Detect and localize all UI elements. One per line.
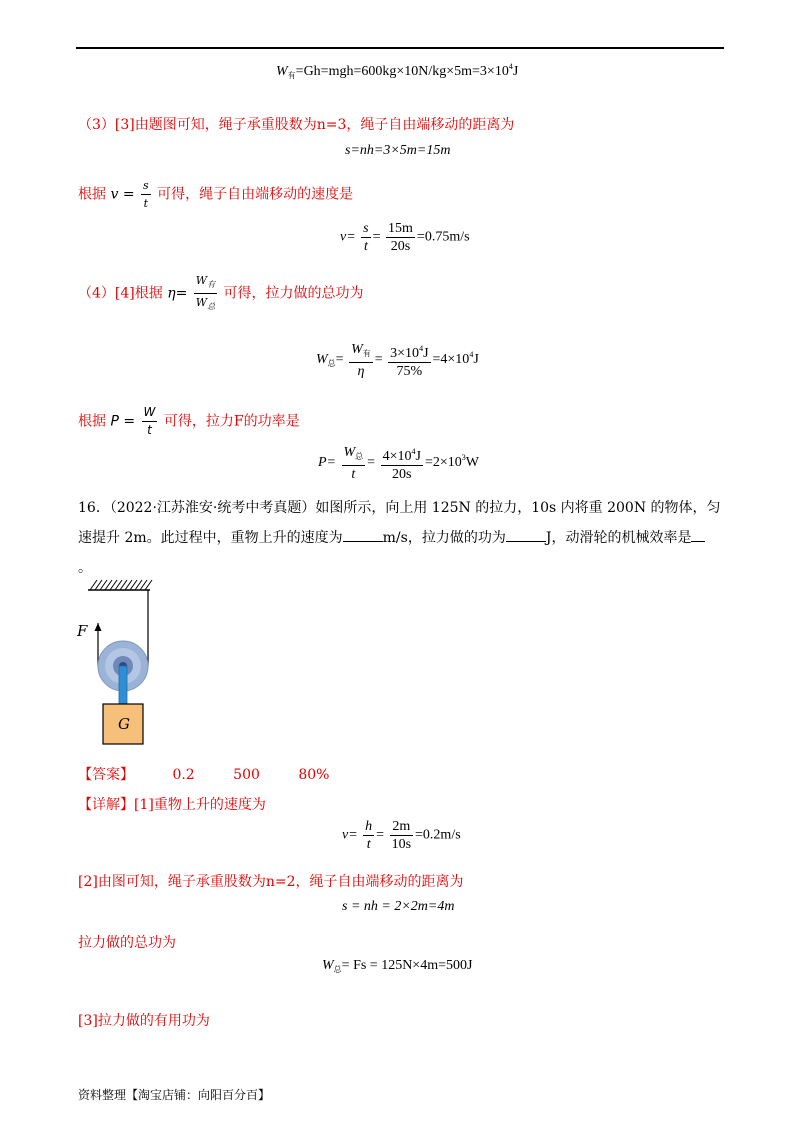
equation-lift-velocity: [342, 818, 461, 853]
step3-text: [78, 114, 514, 134]
answer-value: 500: [233, 767, 260, 783]
fraction-denominator: t: [363, 239, 368, 254]
answer-blank[interactable]: [691, 529, 705, 542]
paragraph-text: 拉力做的总功为: [78, 935, 176, 951]
eq-subscript: 有: [287, 71, 296, 80]
eq-text: =Gh=mgh=600kg×10N/kg×5m=3×10: [295, 64, 509, 79]
fraction-subscript: 总: [207, 302, 216, 311]
weight-label: G: [118, 715, 130, 733]
eq-fraction: [390, 818, 413, 853]
equation-total-work-2: [322, 958, 472, 975]
fraction-numerator: 2m: [390, 818, 413, 836]
fraction-numerator: W: [142, 404, 158, 422]
paragraph-text: [1]重物上升的速度为: [134, 797, 266, 813]
fraction-denominator: t: [143, 197, 149, 210]
fraction-numerator: W: [195, 274, 208, 287]
formula-symbol: P =: [110, 413, 136, 430]
detail-line: [78, 794, 266, 814]
question-text: J，动滑轮的机械效率是: [545, 530, 692, 546]
eq-text: v=: [340, 229, 356, 245]
eq-fraction: [342, 444, 366, 483]
eq-unit: J: [473, 352, 479, 368]
eq-fraction: [388, 340, 430, 380]
fraction-denominator: 20s: [390, 239, 411, 254]
fraction-numerator: W: [343, 444, 356, 460]
eq-text: s = nh = 2×2m=4m: [342, 899, 455, 914]
fraction-unit: J: [423, 346, 429, 361]
fraction-subscript: 有: [207, 280, 216, 289]
fraction-numerator: s: [141, 177, 151, 195]
formula-symbol: v =: [110, 186, 135, 203]
question-16-line1: [78, 497, 721, 517]
eq-fraction: [381, 443, 423, 483]
fraction-subscript: 有: [362, 348, 371, 358]
paragraph-text: 根据: [78, 413, 106, 430]
detail-label: 【详解】: [78, 797, 134, 813]
answer-blank[interactable]: [506, 529, 546, 542]
formula-fraction: [142, 404, 158, 439]
question-16-line2: [78, 527, 705, 547]
useful-work-intro: [78, 1010, 210, 1030]
question-text: 16．（2022·江苏淮安·统考中考真题）如图所示，向上用 125N 的拉力，10s 内将重 200N 的物体，匀: [78, 500, 721, 516]
paragraph-text: 可得，绳子自由端移动的速度是: [157, 186, 354, 203]
paragraph-text: [3]拉力做的有用功为: [78, 1013, 210, 1029]
eq-symbol: W: [322, 958, 334, 973]
formula-symbol: η=: [167, 285, 188, 302]
answer-blank[interactable]: [343, 529, 383, 542]
question-text: 速提升 2m。此过程中，重物上升的速度为: [78, 530, 343, 546]
footer-text: 资料整理【淘宝店铺：向阳百分百】: [78, 1088, 271, 1102]
eq-text: =: [376, 827, 385, 843]
eq-text: =: [374, 352, 383, 368]
fraction-unit: J: [415, 449, 421, 464]
force-label: F: [77, 622, 88, 640]
fraction-numerator: 15m: [388, 221, 413, 236]
eq-text: s=nh=3×5m=15m: [345, 143, 451, 158]
fraction-numerator: s: [363, 221, 369, 236]
fraction-denominator: t: [147, 423, 152, 437]
eq-text: =0.2m/s: [415, 827, 461, 843]
force-arrow-icon: [95, 623, 102, 631]
fraction-numerator: 3×10: [390, 346, 420, 361]
total-work-intro: [78, 932, 176, 952]
eq-text: =2×10: [424, 455, 462, 471]
paragraph-text: [2]由图可知，绳子承重股数为n=2，绳子自由端移动的距离为: [78, 874, 464, 890]
fraction-exponent: 4: [411, 447, 416, 456]
eq-text: =4×10: [432, 352, 470, 368]
equation-useful-work: [276, 62, 518, 81]
ceiling-hatch: [88, 580, 152, 590]
equation-rope-distance-2: [342, 899, 454, 915]
question-16-line3: [78, 557, 92, 577]
eq-text: =: [372, 229, 381, 245]
fraction-exponent: 4: [419, 344, 424, 353]
paragraph-text: （3）[3]由题图可知，绳子承重股数为n=3，绳子自由端移动的距离为: [78, 117, 515, 133]
paragraph-text: （4）[4]根据: [78, 285, 163, 302]
fraction-numerator: h: [365, 819, 373, 834]
eq-subscript: 总: [333, 965, 342, 974]
answer-label: 【答案】: [78, 767, 134, 783]
question-text: m/s，拉力做的功为: [382, 530, 506, 546]
header-rule: [76, 47, 724, 49]
fraction-denominator: t: [351, 466, 356, 482]
eq-exponent: 4: [508, 62, 513, 71]
paragraph-text: 可得，拉力F的功率是: [163, 413, 300, 430]
power-intro-text: [78, 404, 300, 439]
eq-symbol: W: [276, 64, 288, 79]
fraction-numerator: 4×10: [382, 449, 412, 464]
equation-total-work: [316, 340, 479, 380]
fraction-denominator: 20s: [392, 467, 412, 482]
fraction-denominator: 10s: [391, 837, 412, 852]
fraction-denominator: W: [195, 296, 208, 309]
question-text: 。: [78, 560, 92, 576]
eq-fraction: [349, 341, 373, 380]
formula-fraction: [141, 177, 151, 212]
efficiency-intro-text: [78, 272, 364, 315]
answer-value: 0.2: [172, 767, 195, 783]
eq-text: =: [335, 352, 344, 368]
fraction-denominator: 75%: [396, 364, 423, 379]
eq-text: v=: [342, 827, 358, 843]
eq-subscript: 总: [327, 359, 336, 369]
fraction-numerator: W: [351, 341, 363, 357]
answer-line: [78, 764, 329, 784]
eq-exponent: 3: [461, 453, 466, 463]
eq-text: P=: [318, 455, 336, 471]
equation-power: [318, 443, 479, 483]
eq-text: = Fs = 125N×4m=500J: [341, 958, 473, 973]
eq-unit: J: [512, 64, 519, 79]
fraction-denominator: t: [366, 837, 371, 852]
eq-text: =0.75m/s: [416, 229, 470, 245]
paragraph-text: 可得，拉力做的总功为: [223, 285, 364, 302]
step2-text: [78, 871, 463, 891]
equation-rope-distance: [345, 143, 450, 159]
eq-unit: W: [465, 455, 479, 471]
velocity-intro-text: [78, 177, 353, 212]
formula-fraction: [194, 272, 217, 315]
eq-fraction: [363, 818, 374, 853]
paragraph-text: 根据: [78, 186, 106, 203]
equation-rope-velocity: [340, 220, 470, 255]
fraction-denominator: η: [357, 363, 365, 379]
eq-exponent: 4: [469, 350, 474, 360]
eq-fraction: [361, 220, 370, 255]
eq-text: =: [367, 455, 376, 471]
answer-value: 80%: [298, 767, 330, 783]
eq-symbol: W: [316, 352, 328, 368]
fraction-subscript: 总: [355, 451, 364, 461]
eq-fraction: [386, 220, 415, 255]
pulley-bracket: [119, 666, 127, 704]
